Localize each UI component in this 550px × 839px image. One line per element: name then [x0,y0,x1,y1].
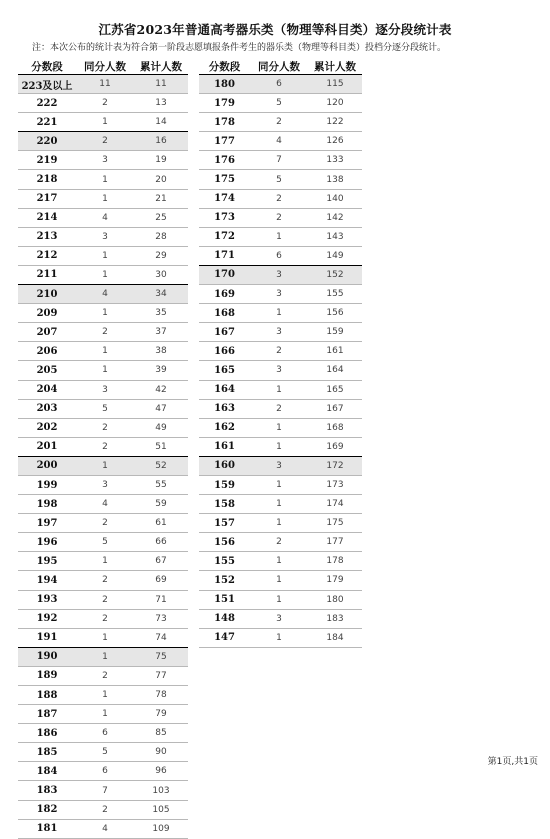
count-cell: 5 [76,743,134,762]
score-cell: 202 [18,418,76,437]
table-row [18,800,188,819]
count-cell: 5 [76,533,134,552]
score-cell: 156 [199,533,250,552]
score-cell: 218 [18,170,76,189]
cumulative-cell: 173 [308,475,362,494]
score-cell: 172 [199,227,250,246]
count-cell: 1 [250,552,308,571]
score-cell: 179 [199,94,250,113]
table-row [18,437,188,456]
count-cell: 4 [76,285,134,304]
count-cell: 1 [76,456,134,475]
cumulative-cell: 37 [134,323,188,342]
table-row [18,208,188,227]
score-cell: 197 [18,514,76,533]
table-row [199,609,362,628]
score-cell: 189 [18,666,76,685]
table-row [18,170,188,189]
score-cell: 166 [199,342,250,361]
score-cell: 192 [18,609,76,628]
score-cell: 178 [199,113,250,132]
cumulative-cell: 14 [134,113,188,132]
table-row [18,151,188,170]
cumulative-cell: 159 [308,323,362,342]
count-cell: 1 [250,571,308,590]
score-cell: 217 [18,189,76,208]
cumulative-cell: 103 [134,781,188,800]
cumulative-cell: 52 [134,456,188,475]
score-cell: 165 [199,361,250,380]
cumulative-cell: 115 [308,75,362,94]
cumulative-cell: 138 [308,170,362,189]
cumulative-cell: 184 [308,628,362,647]
table-row [18,380,188,399]
table-row [18,666,188,685]
count-cell: 6 [250,246,308,265]
count-cell: 1 [76,170,134,189]
cumulative-cell: 59 [134,495,188,514]
count-cell: 2 [76,323,134,342]
score-cell: 207 [18,323,76,342]
count-cell: 2 [76,437,134,456]
score-cell: 175 [199,170,250,189]
cumulative-cell: 25 [134,208,188,227]
table-row [18,189,188,208]
count-cell: 1 [250,590,308,609]
table-row [199,189,362,208]
cumulative-cell: 149 [308,246,362,265]
table-row [199,552,362,571]
score-cell: 190 [18,647,76,666]
score-cell: 196 [18,533,76,552]
score-cell: 185 [18,743,76,762]
cumulative-cell: 174 [308,495,362,514]
table-row [199,590,362,609]
count-cell: 1 [76,304,134,323]
count-cell: 5 [250,170,308,189]
table-row [199,628,362,647]
table-row [18,647,188,666]
cumulative-cell: 78 [134,686,188,705]
cumulative-cell: 67 [134,552,188,571]
cumulative-cell: 73 [134,609,188,628]
count-cell: 3 [250,285,308,304]
table-row [199,456,362,475]
count-cell: 2 [76,94,134,113]
cumulative-cell: 167 [308,399,362,418]
score-cell: 191 [18,628,76,647]
cumulative-cell: 156 [308,304,362,323]
count-cell: 2 [250,342,308,361]
table-row [18,533,188,552]
count-cell: 2 [76,609,134,628]
count-cell: 3 [250,361,308,380]
table-row [18,686,188,705]
cumulative-cell: 71 [134,590,188,609]
table-row [199,533,362,552]
count-cell: 3 [250,323,308,342]
count-cell: 3 [250,265,308,284]
score-cell: 162 [199,418,250,437]
score-cell: 222 [18,94,76,113]
count-cell: 2 [250,533,308,552]
table-row [18,418,188,437]
table-row [199,75,362,94]
cumulative-cell: 126 [308,132,362,151]
count-cell: 1 [76,705,134,724]
cumulative-cell: 20 [134,170,188,189]
table-row [199,571,362,590]
table-row [199,380,362,399]
score-cell: 206 [18,342,76,361]
table-row [18,342,188,361]
table-header-row [18,58,188,75]
count-cell: 1 [250,475,308,494]
cumulative-cell: 140 [308,189,362,208]
table-row [199,113,362,132]
cumulative-cell: 29 [134,246,188,265]
count-cell: 1 [76,265,134,284]
table-row [199,399,362,418]
cumulative-cell: 16 [134,132,188,151]
score-cell: 200 [18,456,76,475]
table-row [18,628,188,647]
table-row [199,170,362,189]
header-score: 分数段 [199,58,250,75]
score-cell: 210 [18,285,76,304]
cumulative-cell: 61 [134,514,188,533]
cumulative-cell: 120 [308,94,362,113]
header-cumulative: 累计人数 [308,58,362,75]
count-cell: 1 [76,686,134,705]
count-cell: 5 [250,94,308,113]
cumulative-cell: 183 [308,609,362,628]
table-row [18,265,188,284]
cumulative-cell: 49 [134,418,188,437]
table-row [18,285,188,304]
table-row [199,285,362,304]
count-cell: 2 [76,800,134,819]
count-cell: 6 [76,762,134,781]
table-body-left [18,75,188,839]
count-cell: 1 [250,304,308,323]
count-cell: 3 [76,227,134,246]
count-cell: 1 [76,246,134,265]
score-cell: 180 [199,75,250,94]
count-cell: 3 [250,456,308,475]
count-cell: 2 [250,208,308,227]
cumulative-cell: 172 [308,456,362,475]
score-cell: 187 [18,705,76,724]
score-cell: 212 [18,246,76,265]
count-cell: 6 [250,75,308,94]
cumulative-cell: 175 [308,514,362,533]
table-row [199,437,362,456]
cumulative-cell: 13 [134,94,188,113]
score-cell: 176 [199,151,250,170]
table-row [18,743,188,762]
count-cell: 1 [76,189,134,208]
score-cell: 183 [18,781,76,800]
count-cell: 4 [76,819,134,838]
table-row [18,361,188,380]
count-cell: 1 [250,514,308,533]
cumulative-cell: 77 [134,666,188,685]
score-cell: 223及以上 [18,75,76,94]
score-cell: 177 [199,132,250,151]
score-table-right [199,58,362,648]
count-cell: 2 [76,514,134,533]
score-cell: 199 [18,475,76,494]
count-cell: 6 [76,724,134,743]
table-body-right [199,75,362,648]
cumulative-cell: 155 [308,285,362,304]
table-row [199,208,362,227]
cumulative-cell: 164 [308,361,362,380]
cumulative-cell: 105 [134,800,188,819]
count-cell: 2 [76,132,134,151]
count-cell: 5 [76,399,134,418]
score-cell: 163 [199,399,250,418]
score-cell: 181 [18,819,76,838]
score-cell: 211 [18,265,76,284]
score-cell: 182 [18,800,76,819]
count-cell: 2 [250,113,308,132]
table-row [18,609,188,628]
header-count: 同分人数 [250,58,308,75]
score-cell: 220 [18,132,76,151]
table-row [199,323,362,342]
score-cell: 188 [18,686,76,705]
cumulative-cell: 19 [134,151,188,170]
cumulative-cell: 51 [134,437,188,456]
table-row [18,781,188,800]
count-cell: 7 [76,781,134,800]
score-cell: 170 [199,265,250,284]
score-cell: 167 [199,323,250,342]
score-cell: 169 [199,285,250,304]
cumulative-cell: 90 [134,743,188,762]
count-cell: 2 [76,590,134,609]
page-footer: 第1页,共1页 [487,757,538,767]
table-row [18,495,188,514]
count-cell: 1 [76,361,134,380]
score-cell: 193 [18,590,76,609]
score-cell: 168 [199,304,250,323]
count-cell: 1 [250,437,308,456]
table-row [199,227,362,246]
table-row [18,246,188,265]
table-row [18,399,188,418]
count-cell: 4 [76,208,134,227]
count-cell: 7 [250,151,308,170]
score-cell: 148 [199,609,250,628]
header-score: 分数段 [18,58,76,75]
score-cell: 214 [18,208,76,227]
cumulative-cell: 42 [134,380,188,399]
score-cell: 198 [18,495,76,514]
table-row [18,762,188,781]
cumulative-cell: 74 [134,628,188,647]
count-cell: 1 [76,628,134,647]
cumulative-cell: 142 [308,208,362,227]
cumulative-cell: 66 [134,533,188,552]
count-cell: 11 [76,75,134,94]
count-cell: 1 [76,552,134,571]
score-cell: 147 [199,628,250,647]
table-row [199,265,362,284]
cumulative-cell: 34 [134,285,188,304]
table-row [199,361,362,380]
cumulative-cell: 169 [308,437,362,456]
score-cell: 184 [18,762,76,781]
cumulative-cell: 55 [134,475,188,494]
table-row [199,151,362,170]
count-cell: 1 [250,495,308,514]
score-cell: 151 [199,590,250,609]
count-cell: 3 [76,380,134,399]
table-row [18,552,188,571]
score-cell: 160 [199,456,250,475]
header-count: 同分人数 [76,58,134,75]
table-row [199,418,362,437]
cumulative-cell: 152 [308,265,362,284]
table-row [199,495,362,514]
table-row [18,514,188,533]
cumulative-cell: 96 [134,762,188,781]
footnote: 注：本次公布的统计表为符合第一阶段志愿填报条件考生的器乐类（物理等科目类）投档分逐分段统计。 [32,43,447,53]
score-cell: 174 [199,189,250,208]
cumulative-cell: 179 [308,571,362,590]
cumulative-cell: 79 [134,705,188,724]
count-cell: 3 [76,475,134,494]
count-cell: 1 [76,342,134,361]
cumulative-cell: 75 [134,647,188,666]
table-row [18,571,188,590]
table-row [18,456,188,475]
table-row [18,705,188,724]
table-row [18,724,188,743]
cumulative-cell: 38 [134,342,188,361]
table-row [18,475,188,494]
table-row [199,304,362,323]
table-row [18,113,188,132]
table-row [18,75,188,94]
table-row [18,304,188,323]
cumulative-cell: 133 [308,151,362,170]
table-row [199,132,362,151]
table-header-row [199,58,362,75]
cumulative-cell: 180 [308,590,362,609]
page-title: 江苏省2023年普通高考器乐类（物理等科目类）逐分段统计表 [98,22,452,37]
cumulative-cell: 143 [308,227,362,246]
count-cell: 1 [250,418,308,437]
score-cell: 152 [199,571,250,590]
table-row [18,132,188,151]
table-row [18,227,188,246]
score-cell: 219 [18,151,76,170]
score-cell: 159 [199,475,250,494]
score-cell: 194 [18,571,76,590]
score-table-left [18,58,188,839]
score-cell: 205 [18,361,76,380]
cumulative-cell: 165 [308,380,362,399]
count-cell: 1 [250,227,308,246]
score-cell: 204 [18,380,76,399]
count-cell: 2 [76,571,134,590]
cumulative-cell: 21 [134,189,188,208]
score-cell: 201 [18,437,76,456]
count-cell: 3 [250,609,308,628]
cumulative-cell: 28 [134,227,188,246]
count-cell: 1 [250,628,308,647]
score-cell: 164 [199,380,250,399]
cumulative-cell: 109 [134,819,188,838]
score-cell: 158 [199,495,250,514]
cumulative-cell: 178 [308,552,362,571]
count-cell: 1 [76,647,134,666]
count-cell: 4 [76,495,134,514]
cumulative-cell: 168 [308,418,362,437]
score-cell: 203 [18,399,76,418]
score-cell: 173 [199,208,250,227]
cumulative-cell: 47 [134,399,188,418]
score-cell: 171 [199,246,250,265]
cumulative-cell: 30 [134,265,188,284]
table-row [199,475,362,494]
header-cumulative: 累计人数 [134,58,188,75]
count-cell: 2 [76,666,134,685]
cumulative-cell: 11 [134,75,188,94]
count-cell: 3 [76,151,134,170]
count-cell: 4 [250,132,308,151]
table-row [199,246,362,265]
cumulative-cell: 122 [308,113,362,132]
table-row [18,94,188,113]
score-cell: 213 [18,227,76,246]
score-cell: 221 [18,113,76,132]
table-row [18,590,188,609]
cumulative-cell: 161 [308,342,362,361]
cumulative-cell: 39 [134,361,188,380]
score-cell: 155 [199,552,250,571]
cumulative-cell: 177 [308,533,362,552]
count-cell: 1 [250,380,308,399]
count-cell: 2 [76,418,134,437]
count-cell: 2 [250,189,308,208]
score-cell: 186 [18,724,76,743]
count-cell: 2 [250,399,308,418]
table-row [199,514,362,533]
cumulative-cell: 85 [134,724,188,743]
score-cell: 157 [199,514,250,533]
score-cell: 195 [18,552,76,571]
table-row [199,342,362,361]
cumulative-cell: 69 [134,571,188,590]
score-cell: 161 [199,437,250,456]
count-cell: 1 [76,113,134,132]
table-row [18,819,188,838]
cumulative-cell: 35 [134,304,188,323]
table-row [18,323,188,342]
score-cell: 209 [18,304,76,323]
table-row [199,94,362,113]
